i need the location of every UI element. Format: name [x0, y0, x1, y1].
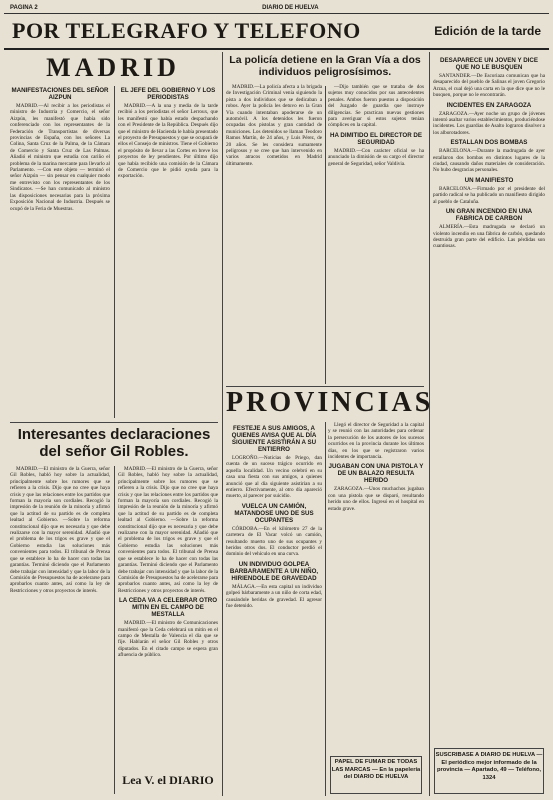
gilrobles-body-cont: MADRID.—El ministro de la Guerra, señor Gil Robles, habló hoy sobre la actualidad, principalmente sobre los rumores que se refieren a la crisis. Dijo que no cree que haya crisis y que las relaciones entre los partidos que forman la mayoría son cordiales. Recogió la impresión de la reunión de la minoría y afirmó que la actitud de su partido es de completa lealtad al Gobierno. —Sobre la reforma constitucional dijo que es necesaria y que debe realizarse con la mayor serenidad. Añadió que el problema de los trigos es grave y que el Gobierno estudia las soluciones más convenientes para todos. El tribunal de Prensa que se establece lo ha de hacer con todas las garantías. Terminó diciendo que el Parlamento debe trabajar con intensidad y que la labor de la Comisión de Presupuestos ha de acelerarse para aprobarlos cuanto antes, así como la ley de Restricciones y otros proyectos de interés. — [118, 466, 218, 594]
madrid-block — [10, 54, 216, 82]
dimision-body: MADRID.—Con carácter oficial se ha anunciado la dimisión de su cargo el director general de Seguridad, señor Valdivia. — [328, 147, 424, 167]
running-head — [4, 4, 549, 14]
incendio-body: ALMERÍA.—Esta madrugada se declaró un violento incendio en una fábrica de carbón, quedando destruida gran parte del edificio. Las pérdidas son cuantiosas. — [433, 224, 545, 250]
paper-name: DIARIO DE HUELVA — [262, 5, 319, 11]
fiesta-title: FESTEJE A SUS AMIGOS, A QUIENES AVISA QUE AL DÍA SIGUIENTE ASISTIRÁN A SU ENTIERRO — [231, 425, 317, 453]
madrid-col-1 — [10, 84, 110, 420]
fiesta-body: LOGROÑO.—Noticias de Priego, dan cuenta de un suceso trágico ocurrido en aquella localidad. Un vecino celebró en su casa una fiesta con sus amigos, a quienes anunció que al día siguiente asistirían a su entierro. Efectivamente, al otro día apareció muerto, al parecer por suicidio. — [226, 455, 322, 500]
bombas-title: ESTALLAN DOS BOMBAS — [450, 139, 528, 147]
madrid-col-2 — [118, 84, 218, 420]
camion-title: VUELCA UN CAMIÓN, MATANDOSE UNO DE SUS OCUPANTES — [234, 502, 314, 524]
police-col-1 — [226, 84, 322, 384]
lerroux-body: MADRID.—A la una y media de la tarde recibió a los periodistas el señor Lerroux, que les manifestó que había estado despachando con el Presidente de la República. Después dijo que el ministro de Hacienda le había presentado el proyecto de Presupuestos y que se ocupará de ellos el Consejo de ministros. Tiene el Gobierno el propósito de llevar a las Cortes en breve los proyectos de ley pendientes. Por último dijo que había recibido una comisión de la Cámara de Comercio que le pidió ayuda para la exportación. — [118, 103, 218, 180]
suscribase-ad: SUSCRIBASE A DIARIO DE HUELVA — El periódico mejor informado de la provincia — Apartado, 49 — Teléfono, 1324 — [434, 748, 544, 794]
police-title: La policía detiene en la Gran Vía a dos individuos peligrosísimos. — [229, 54, 421, 78]
joven-title: DESAPARECE UN JOVEN Y DICE QUE NO LE BUSQUEN — [440, 57, 538, 71]
column-rule — [114, 86, 115, 418]
gilrobles-col-1 — [10, 466, 110, 796]
section-divider — [10, 422, 218, 423]
aizpun-title: MANIFESTACIONES DEL SEÑOR AIZPUN — [11, 87, 109, 101]
provincias-block — [226, 387, 434, 418]
aizpun-body: MADRID.—Al recibir a los periodistas el ministro de Industria y Comercio, el señor Aizpún, les manifestó que había sido conferenciado con los representantes de la Federación de Transportistas de diversas provincias de España, con los señores La Colina, Santa Cruz de la Palma, de la Cámara de Comercio y Santa Cruz de Las Palmas. Añadió el ministro que estudia con cariño el problema de la marina mercante para llevarlo al Parlamento. —Con este objeto — terminó el señor Aizpún — sin pensar en cualquier modo me entrevisto con los representantes de los Sindicatos. —Se han comunicado al ministro las disposiciones necesarias para la próxima Exposición Nacional de Industria. Después se ocupó de la Feria de Muestras. — [10, 103, 110, 212]
column-rule — [114, 466, 115, 794]
madrid-heading: MADRID — [46, 53, 180, 82]
column-rule — [325, 86, 326, 384]
page-body — [4, 50, 549, 796]
footer-ad: Lea V. el DIARIO — [122, 773, 214, 787]
pistola-body: ZARAGOZA.—Unos muchachos jugaban con una pistola que se disparó, resultando herido uno de ellos. Ingresó en el hospital en estado grave. — [328, 486, 424, 512]
column-rule — [222, 52, 223, 796]
provincias-col-2 — [328, 422, 424, 752]
edition-label: Edición de la tarde — [434, 24, 541, 38]
zaragoza-title: INCIDENTES EN ZARAGOZA — [446, 101, 532, 109]
camion-body: CÓRDOBA.—En el kilómetro 27 de la carretera de El Vacar volcó un camión, resultando muerto uno de sus ocupantes y heridos otros dos. El conductor perdió el dominio del vehículo en una curva. — [226, 525, 322, 558]
gilrobles-col-2 — [118, 466, 218, 756]
ceda-body: MADRID.—El ministro de Comunicaciones manifestó que la Ceda celebrará un mitin en el campo de Mestalla de Valencia el día que se fije. Hablarán el señor Gil Robles y otros diputados. En el citado campo se espera gran afluencia de público. — [118, 620, 218, 659]
section-banner — [4, 14, 549, 50]
page-number: PAGINA 2 — [10, 5, 38, 11]
nino-body: MÁLAGA.—En esta capital un individuo golpeó bárbaramente a un niño de corta edad, causándole heridas de gravedad. El agresor fue detenido. — [226, 583, 322, 610]
banner-title: POR TELEGRAFO Y TELEFONO — [12, 18, 361, 43]
gilrobles-block — [10, 426, 218, 460]
police-block — [226, 54, 424, 78]
provincias-heading: PROVINCIAS — [226, 387, 434, 418]
police-col-2 — [328, 84, 424, 384]
pistola-title: JUGABAN CON UNA PISTOLA Y DE UN BALAZO RESULTA HERIDO — [328, 463, 424, 485]
lerroux-title: EL JEFE DEL GOBIERNO Y LOS PERIODISTAS — [120, 87, 216, 101]
dimision-title: HA DIMITIDO EL DIRECTOR DE SEGURIDAD — [329, 131, 422, 146]
police-body: MADRID.—La policía afecta a la brigada de Investigación Criminal venía siguiendo la pista a dos individuos que se dedicaban a robos. Ayer la policía les detuvo en la Gran Vía cuando intentaban apoderarse de un automóvil. A los detenidos les fueron ocupadas dos pistolas y gran cantidad de municiones. Los detenidos se llaman Teodoro Ramos Martín, de 24 años, y Luis Pérez, de 20 años. Se les considera sumamente peligrosos y se cree que han intervenido en varios atracos cometidos en Madrid últimamente. — [226, 84, 322, 167]
gilrobles-body: MADRID.—El ministro de la Guerra, señor Gil Robles, habló hoy sobre la actualidad, principalmente sobre los rumores que se refieren a la crisis. Dijo que no cree que haya crisis y que las relaciones entre los partidos que forman la mayoría son cordiales. Recogió la impresión de la reunión de la minoría y afirmó que la actitud de su partido es de completa lealtad al Gobierno. —Sobre la reforma constitucional dijo que es necesaria y que debe realizarse con la mayor serenidad. Añadió que el problema de los trigos es grave y que el Gobierno estudia las soluciones más convenientes para todos. El tribunal de Prensa que se establece lo ha de hacer con todas las garantías. Terminó diciendo que el Parlamento debe trabajar con intensidad y que la labor de la Comisión de Presupuestos ha de acelerarse para aprobarlos cuanto antes, así como la ley de Restricciones y otros proyectos de interés. — [10, 466, 110, 594]
police-body-cont: —Dijo también que se trataba de dos sujetos muy conocidos por sus antecedentes penales. Ambos fueron puestos a disposición del Juzgado de guardia que instruye diligencias. Se practican nuevas gestiones para averiguar si estos sujetos tenían cómplices en la capital. — [328, 84, 424, 129]
incendio-title: UN GRAN INCENDIO EN UNA FABRICA DE CARBON — [445, 208, 533, 223]
newspaper-page — [4, 4, 549, 796]
right-column — [433, 54, 545, 744]
nino-title: UN INDIVIDUO GOLPEA BARBARAMENTE A UN NIÑO, HIRIENDOLE DE GRAVEDAD — [229, 560, 319, 582]
provincias-col-1 — [226, 422, 322, 796]
zaragoza-body: ZARAGOZA.—Ayer noche un grupo de jóvenes intentó asaltar varios establecimientos, produciéndose incidentes. Los guardias de Asalto lograron disolver a los alborotadores. — [433, 110, 545, 136]
manifiesto-body: BARCELONA.—Firmado por el presidente del partido radical se ha publicado un manifiesto dirigido al pueblo de Cataluña. — [433, 185, 545, 205]
provincias-body-2: Llegó el director de Seguridad a la capital y se reunió con las autoridades para ordenar la persecución de los autores de los sucesos ocurridos en la provincia durante los últimos días, en los que se registraron varios incidentes de importancia. — [328, 422, 424, 461]
column-rule — [325, 422, 326, 796]
manifiesto-title: UN MANIFIESTO — [464, 176, 514, 184]
joven-body: SANTANDER.—De Escoriaza comunican que ha desaparecido del pueblo de Salinas el joven Gregorio Arzua, el cual dejó una carta en la que dice que no le busquen, porque no le encontrarán. — [433, 73, 545, 99]
ceda-title: LA CEDA VA A CELEBRAR OTRO MITIN EN EL CAMPO DE MESTALLA — [118, 597, 218, 619]
column-rule — [429, 52, 430, 796]
gilrobles-title: Interesantes declaraciones del señor Gil Robles. — [17, 426, 211, 460]
papel-ad: PAPEL DE FUMAR DE TODAS LAS MARCAS — En la papelería del DIARIO DE HUELVA — [330, 756, 422, 794]
bombas-body: BARCELONA.—Durante la madrugada de ayer estallaron dos bombas en distintos lugares de la ciudad, causando daños materiales de consideración. No hubo desgracias personales. — [433, 148, 545, 174]
